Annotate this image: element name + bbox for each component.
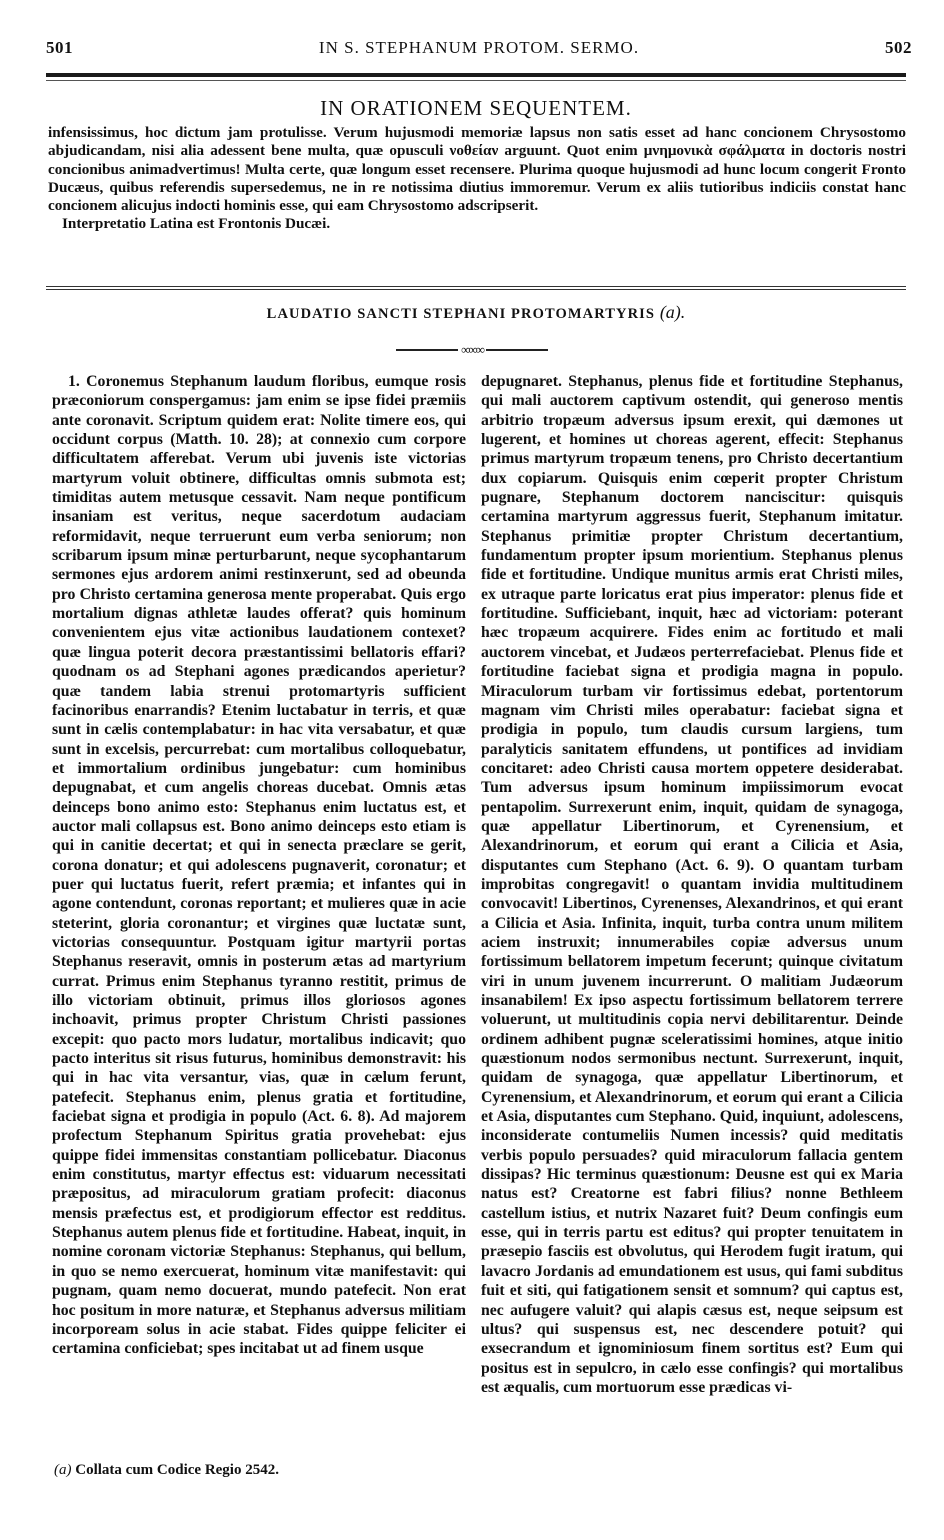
footnote-text: Collata cum Codice Regio 2542. <box>75 1462 279 1478</box>
preface-paragraph: infensissimus, hoc dictum jam protulisse. Verum hujusmodi memoriæ lapsus non satis esset ad hanc concionem Chrysostomo abjudicandam, nisi alia adessent bene multa, quæ opusculi νοθείαν arguunt. Quot enim μνημονικὰ σφάλματα in doctoris nostri concionibus animadvertimus! Multa certe, quæ longum esset recensere. Plurima quoque hujusmodi ad hunc locum congerit Fronto Ducæus, quibus referendis supersedemus, ne in re notissima diutius immoremur. Verum ex aliis tutioribus indiciis constat hanc concionem alicujus indocti hominis esse, qui eam Chrysostomo adscripserit. <box>48 124 906 215</box>
ornament-divider <box>0 341 944 361</box>
column-text: 1. Coronemus Stephanum laudum floribus, eumque rosis præconiorum conspergamus: jam enim se ipse fidei præmiis ante coronavit. Scriptum quidem erat: Nolite timere eos, qui occidunt corpus (Matth. 10. 28); at connexio cum corpore difficultatem afferebat. Verum ubi juvenis iste victorias martyrum voluit obtinere, difficultas omnis submota est; timiditas autem metusque cessavit. Nam neque pontificum insaniam est veritus, neque sacerdotum audaciam reformidavit, neque terruerunt eum verba seniorum; non scribarum ipsum minæ perturbarunt, neque sycophantarum sermones ejus ardorem animi restinxerunt, sed ad obeunda pro Christo certamina generosa mente properabat. Quis ergo mortalium dignas athletæ laudes offerat? quis hominum convenientem ejus vitæ actionibus laudationem contexet? quæ lingua poterit decora præstantissimi bellatoris effari? quodnam os ad Stephani agones prædicandos aperietur? quæ tandem labia strenui protomartyris sufficient facinoribus enarrandis? Etenim luctabatur in terris, et quæ sunt in cælis contemplabatur: in hac vita versabatur, et quæ sunt in excelsis, percurrebat: cum mortalibus colloquebatur, et immortalium ordinibus jungebatur: cum hominibus depugnabat, et cum angelis choreas ducebat. Omnis ætas deinceps bono animo esto: Stephanus enim luctatus est, et auctor mali collapsus est. Bono animo deinceps esto etiam is qui in canitie decertat; et qui in senecta præclare se gerit, corona donatur; et qui adolescens pugnaverit, coronatur; et puer qui luctatus fuerit, refert præmia; et infantes qui in agone contendunt, coronas reportant; et mulieres quæ in acie steterint, gloria coronantur; et virgines quæ luctatæ sunt, victorias consequuntur. Postquam igitur martyrii portas Stephanus reseravit, omnis in posterum ætas ad martyrium currat. Primus enim Stephanus tyranno restitit, primus de illo victoriam obtinuit, primus illos gloriosos agones inchoavit, primus propter Christum Christi passiones excepit: quo pacto mors ludatur, mortalibus indicavit; quo pacto interitus sit risus futurus, hominibus demonstravit: his qui in hac vita versantur, vias, quæ in cælum ferunt, patefecit. Stephanus enim, plenus gratia et fortitudine, faciebat signa et prodigia in populo (Act. 6. 8). Ad majorem profectum Stephanum Spiritus gratia provehebat: ejus quippe fidei immensitas constantiam pollicebatur. Diaconus enim constitutus, martyr effectus est: viduarum necessitati præpositus, ad miraculorum gratiam profecit: diaconus mensis præfectus est, et prodigiorum effector est redditus. Stephanus autem plenus fide et fortitudine. Habeat, inquit, in nomine coronam victoriæ Stephanus: Stephanus, qui bellum, in quo se nemo exercuerat, hominum vitæ manifestavit: qui pugnam, quam nemo docuerat, mundo patefecit. Non erat hoc positum in more naturæ, et Stephanus adversus militiam incorpoream solus in acie stabat. Fides quippe feliciter ei certamina conficiebat; spes incitabat ut ad finem usque <box>52 373 466 1358</box>
sermon-title <box>46 302 906 323</box>
page-number-right: 502 <box>885 38 912 57</box>
section-divider <box>46 289 906 290</box>
footnote-reference: (a). <box>659 302 686 322</box>
footnote <box>54 1462 279 1479</box>
section-divider <box>46 286 906 287</box>
ornament-line <box>486 349 548 351</box>
sermon-title-text: LAUDATIO SANCTI STEPHANI PROTOMARTYRIS <box>266 306 656 322</box>
preface-text <box>48 124 906 234</box>
running-title: IN S. STEPHANUM PROTOM. SERMO. <box>318 38 640 57</box>
preface-title: IN ORATIONEM SEQUENTEM. <box>320 96 632 120</box>
column-text: depugnaret. Stephanus, plenus fide et fortitudine Stephanus, qui mali auctorem captivum ostendit, qui generoso mentis arbitrio tropæum adversus ipsum erexit, qui dæmones ut lugerent, et homines ut choreas agerent, effecit: Stephanus primus martyrum tropæum tenens, pro Christo decertantium dux copiarum. Quisquis enim cœperit propter Christum pugnare, Stephanum doctorem nanciscitur: quisquis certamina martyrum aggressus fuerit, Stephanum imitatur. Stephanus primitiæ propter Christum decertantium, fundamentum propter ipsum morientium. Stephanus plenus fide et fortitudine. Undique munitus armis erat Christi miles, ex utraque parte loricatus erat pius imperator: plenus fide et fortitudine. Sufficiebant, inquit, hæc ad victoriam: poterant hæc tropæum acquirere. Fides enim ac fortitudo et mali auctorem vincebat, et Judæos perterrefaciebat. Plenus fide et fortitudine faciebat signa et prodigia magna in populo. Miraculorum turbam vir fortissimus edebat, portentorum magnam vim Christi miles operabatur: faciebat signa et prodigia in populo, tum claudis cursum largiens, tum paralyticis sanitatem effundens, ut pontifices ad invidiam concitaret: adeo Christi causa mortem oppetere desiderabat. Tum adversus ipsum hominum impiissimorum evocat pentapolim. Surrexerunt enim, inquit, quidam de synagoga, quæ appellatur Libertinorum, et Cyrenensium, et Alexandrinorum, et eorum qui erant a Cilicia et Asia, disputantes cum Stephano (Act. 6. 9). O quantam turbam improbitas congregavit! o quantam invidia multitudinem convocavit! Libertinos, Cyrenenses, Alexandrinos, et qui erant a Cilicia et Asia. Infinita, inquit, turba contra unum militem aciem instruxit; innumerabiles copiæ adversus unum fortissimum bellatorem impetum fecerunt; quinque civitatum viri in unum juvenem incurrerunt. O malitiam Judæorum insanabilem! Ex ipso aspectu fortissimum bellatorem terrere voluerunt, ut multitudinis copia nervi debilitarentur. Deinde ordinem adhibent pugnæ sceleratissimi homines, atque initio quæstionum nodos sermonibus nectunt. Surrexerunt, inquit, quidam de synagoga, quæ appellatur Libertinorum, et Cyrenensium, et Alexandrinorum, et eorum qui erant a Cilicia et Asia, disputantes cum Stephano. Quid, inquiunt, adolescens, inconsiderate contumeliis Numen incessis? quid meditatis verbis populo persuades? quid miraculorum fallacia gentem dissipas? Hic terminus quæstionum: Deusne est qui ex Maria natus est? Creatorne est fabri filius? nonne Bethleem castellum istius, et nutrix Nazaret fuit? Deum confingis eum esse, qui in terris partu est editus? qui propter tenuitatem in præsepio fasciis est obvolutus, qui Herodem fugit iratum, qui lavacro Jordanis ad emundationem est usus, qui fami subditus fuit et siti, qui fatigationem sensit et somnum? qui captus est, nec aufugere valuit? qui alapis cæsus est, neque seipsum est ultus? qui suspensus est, nec descendere potuit? qui exsecrandum et ignominiosum finem sortitus est? Eum qui positus est in sepulcro, in cælo esse confingis? qui mortalibus est æqualis, cum mortuorum esse prædicas vi- <box>481 373 903 1396</box>
ornament-knot-icon: ∞∞∞ <box>461 342 483 358</box>
preface-paragraph: Interpretatio Latina est Frontonis Ducæi. <box>62 215 331 233</box>
header-rule-thin <box>46 80 906 81</box>
ornament-line <box>396 349 458 351</box>
running-header <box>46 38 912 62</box>
text-column-right <box>481 372 903 1458</box>
footnote-mark: (a) <box>54 1462 72 1478</box>
text-column-left <box>52 372 466 1458</box>
page-number-left: 501 <box>46 38 73 57</box>
header-rule-thick <box>46 73 906 77</box>
